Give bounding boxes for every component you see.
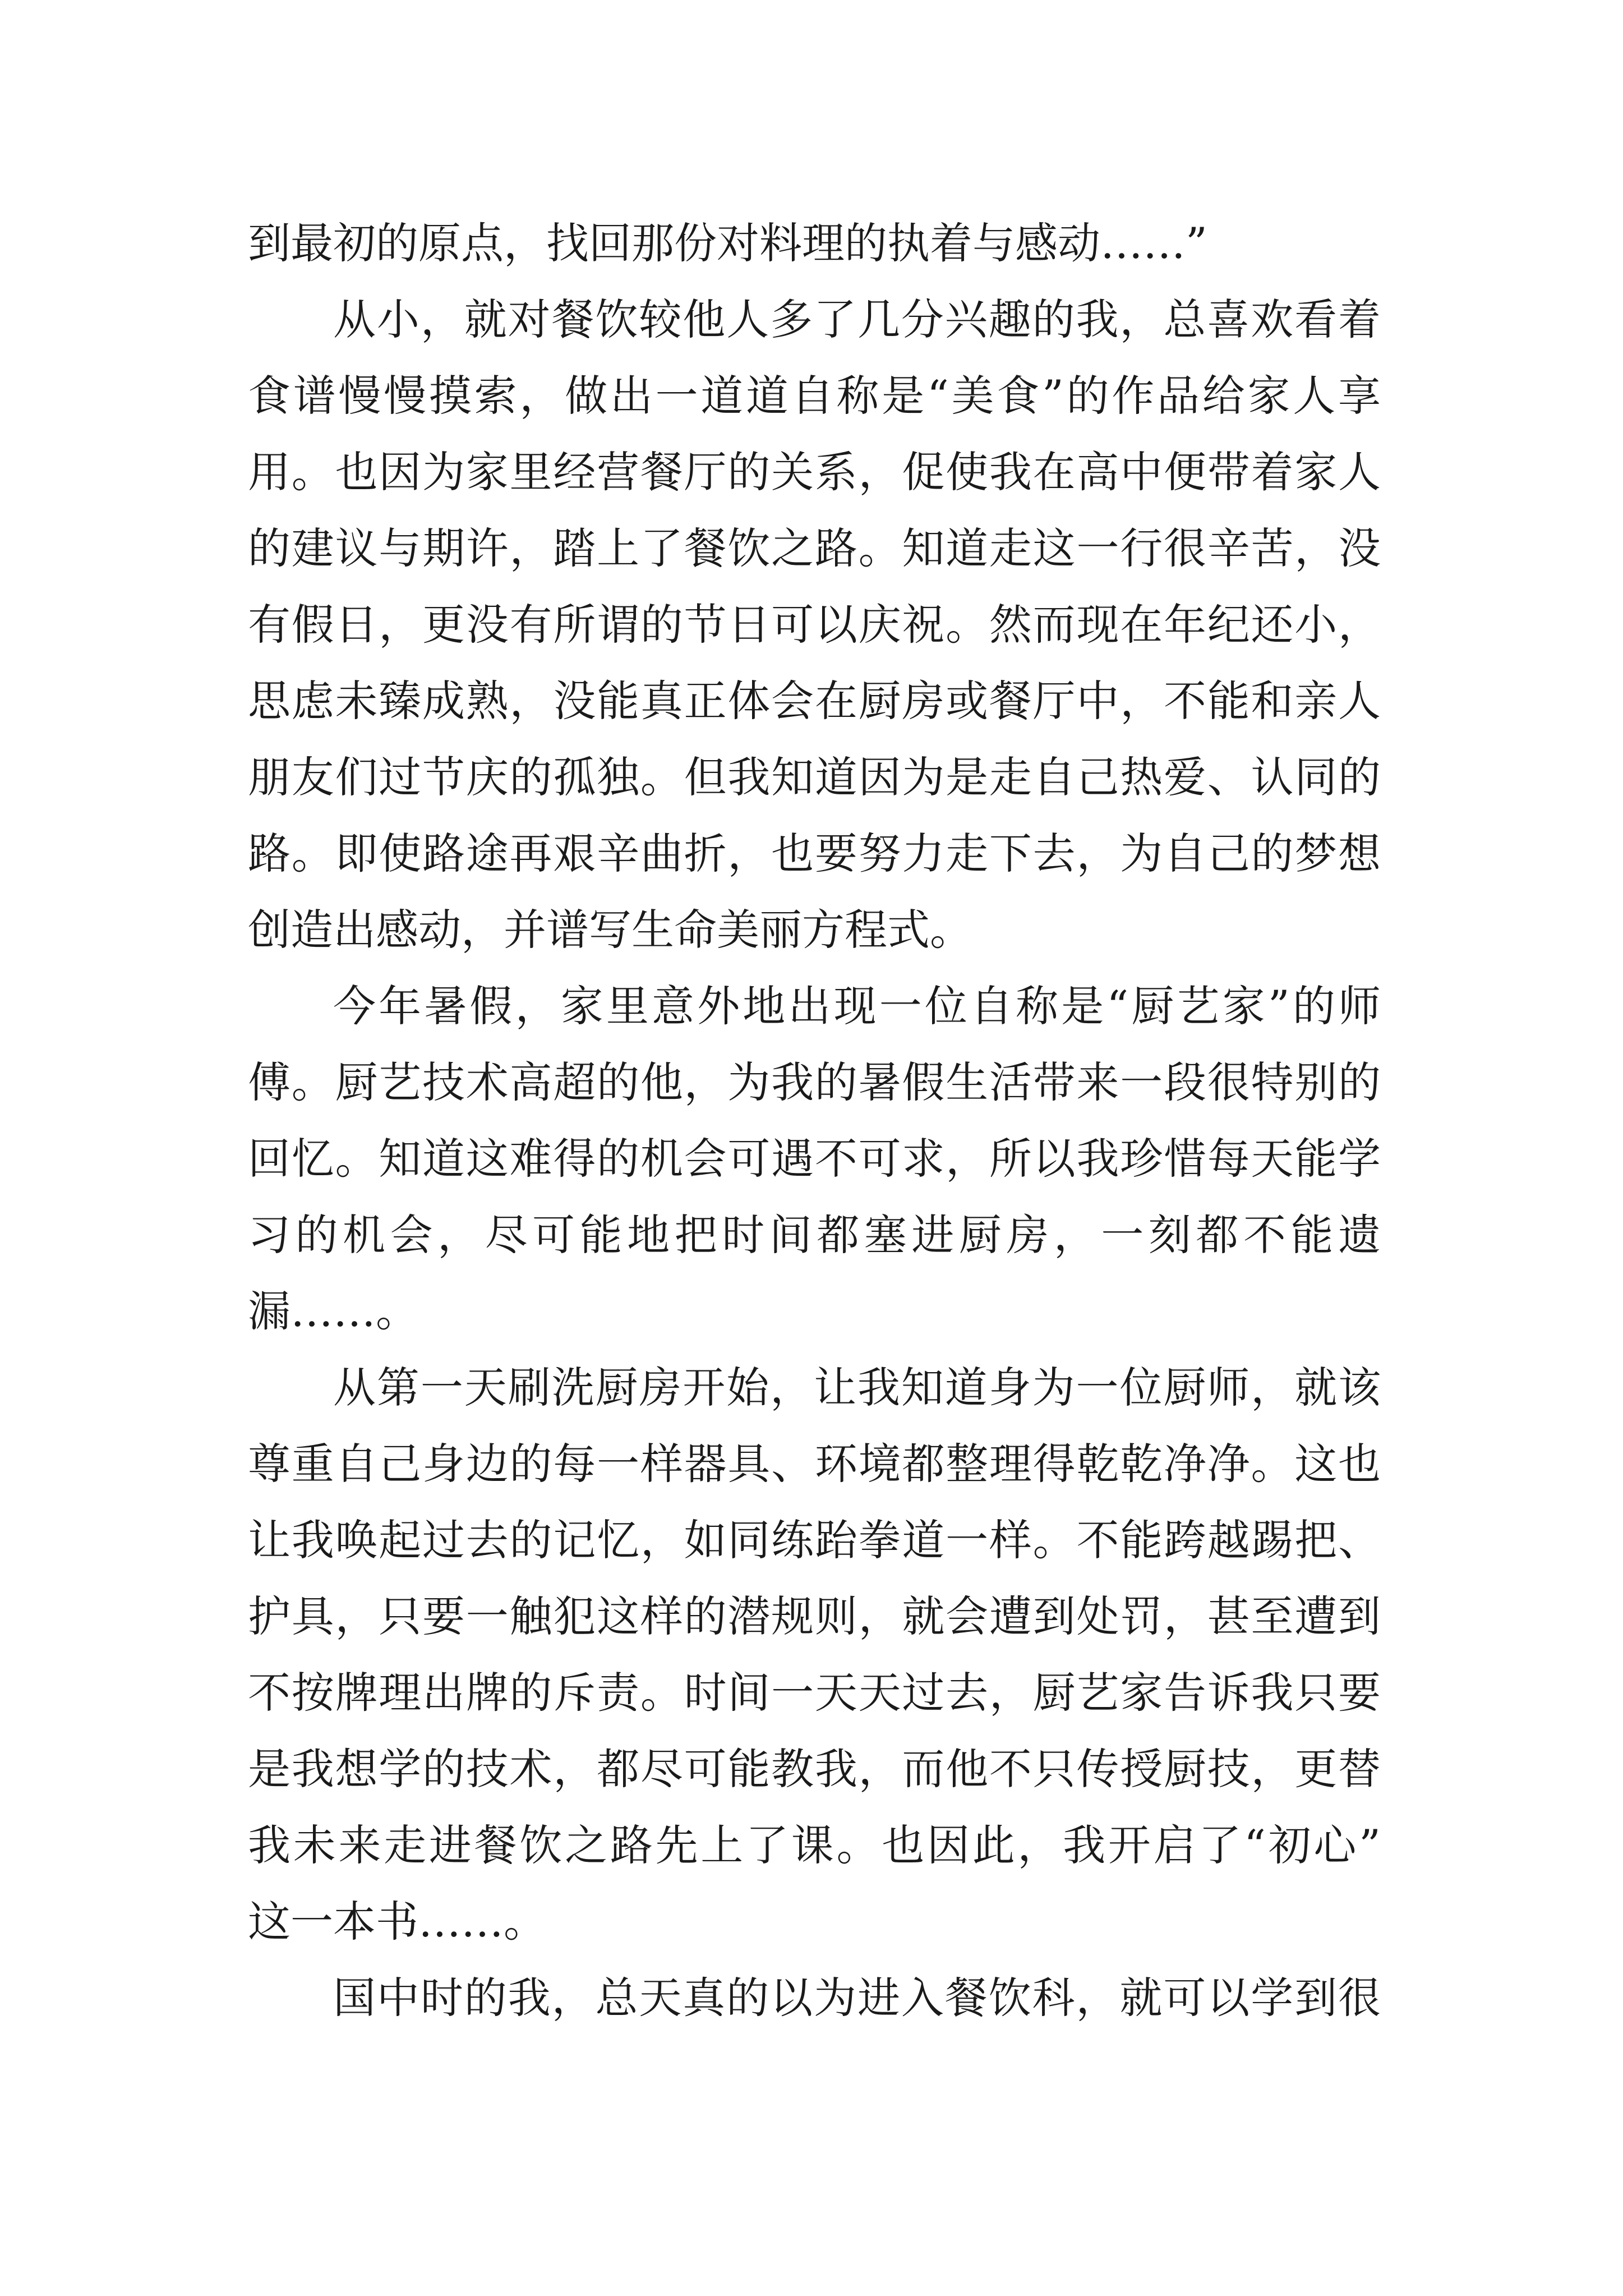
text-line: 让我唤起过去的记忆，如同练跆拳道一样。不能跨越踢把、	[248, 1515, 1381, 1565]
text-line: 傅。厨艺技术高超的他，为我的暑假生活带来一段很特别的	[248, 1057, 1381, 1107]
text-line: 路。即使路途再艰辛曲折，也要努力走下去，为自己的梦想	[248, 829, 1381, 878]
text-line: 的建议与期许，踏上了餐饮之路。知道走这一行很辛苦，没	[248, 523, 1381, 573]
text-line: 食谱慢慢摸索，做出一道道自称是“美食”的作品给家人享	[248, 371, 1381, 421]
text-line: 习的机会，尽可能地把时间都塞进厨房，一刻都不能遗	[248, 1210, 1381, 1260]
text-line: 创造出感动，并谱写生命美丽方程式。	[248, 905, 972, 955]
text-line: 护具，只要一触犯这样的潜规则，就会遭到处罚，甚至遭到	[248, 1591, 1381, 1641]
text-line: 我未来走进餐饮之路先上了课。也因此，我开启了“初心”	[248, 1820, 1381, 1870]
body-text	[248, 205, 1381, 2036]
text-line: 到最初的原点，找回那份对料理的执着与感动……”	[248, 218, 1207, 268]
text-line: 国中时的我，总天真的以为进入餐饮科，就可以学到很	[333, 1973, 1381, 2023]
text-line: 用。也因为家里经营餐厅的关系，促使我在高中便带着家人	[248, 447, 1381, 497]
text-line: 尊重自己身边的每一样器具、环境都整理得乾乾净净。这也	[248, 1439, 1381, 1489]
text-line: 回忆。知道这难得的机会可遇不可求，所以我珍惜每天能学	[248, 1134, 1381, 1184]
text-line: 今年暑假，家里意外地出现一位自称是“厨艺家”的师	[333, 981, 1381, 1031]
text-line: 不按牌理出牌的斥责。时间一天天过去，厨艺家告诉我只要	[248, 1668, 1381, 1718]
text-line: 思虑未臻成熟，没能真正体会在厨房或餐厅中，不能和亲人	[248, 676, 1381, 726]
text-line: 这一本书……。	[248, 1897, 546, 1947]
text-line: 从小，就对餐饮较他人多了几分兴趣的我，总喜欢看着	[333, 295, 1381, 344]
text-line: 朋友们过节庆的孤独。但我知道因为是走自己热爱、认同的	[248, 752, 1381, 802]
text-line: 有假日，更没有所谓的节日可以庆祝。然而现在年纪还小，	[248, 600, 1381, 650]
text-line: 从第一天刷洗厨房开始，让我知道身为一位厨师，就该	[333, 1363, 1381, 1412]
text-line: 是我想学的技术，都尽可能教我，而他不只传授厨技，更替	[248, 1744, 1381, 1794]
text-line: 漏……。	[248, 1286, 418, 1336]
